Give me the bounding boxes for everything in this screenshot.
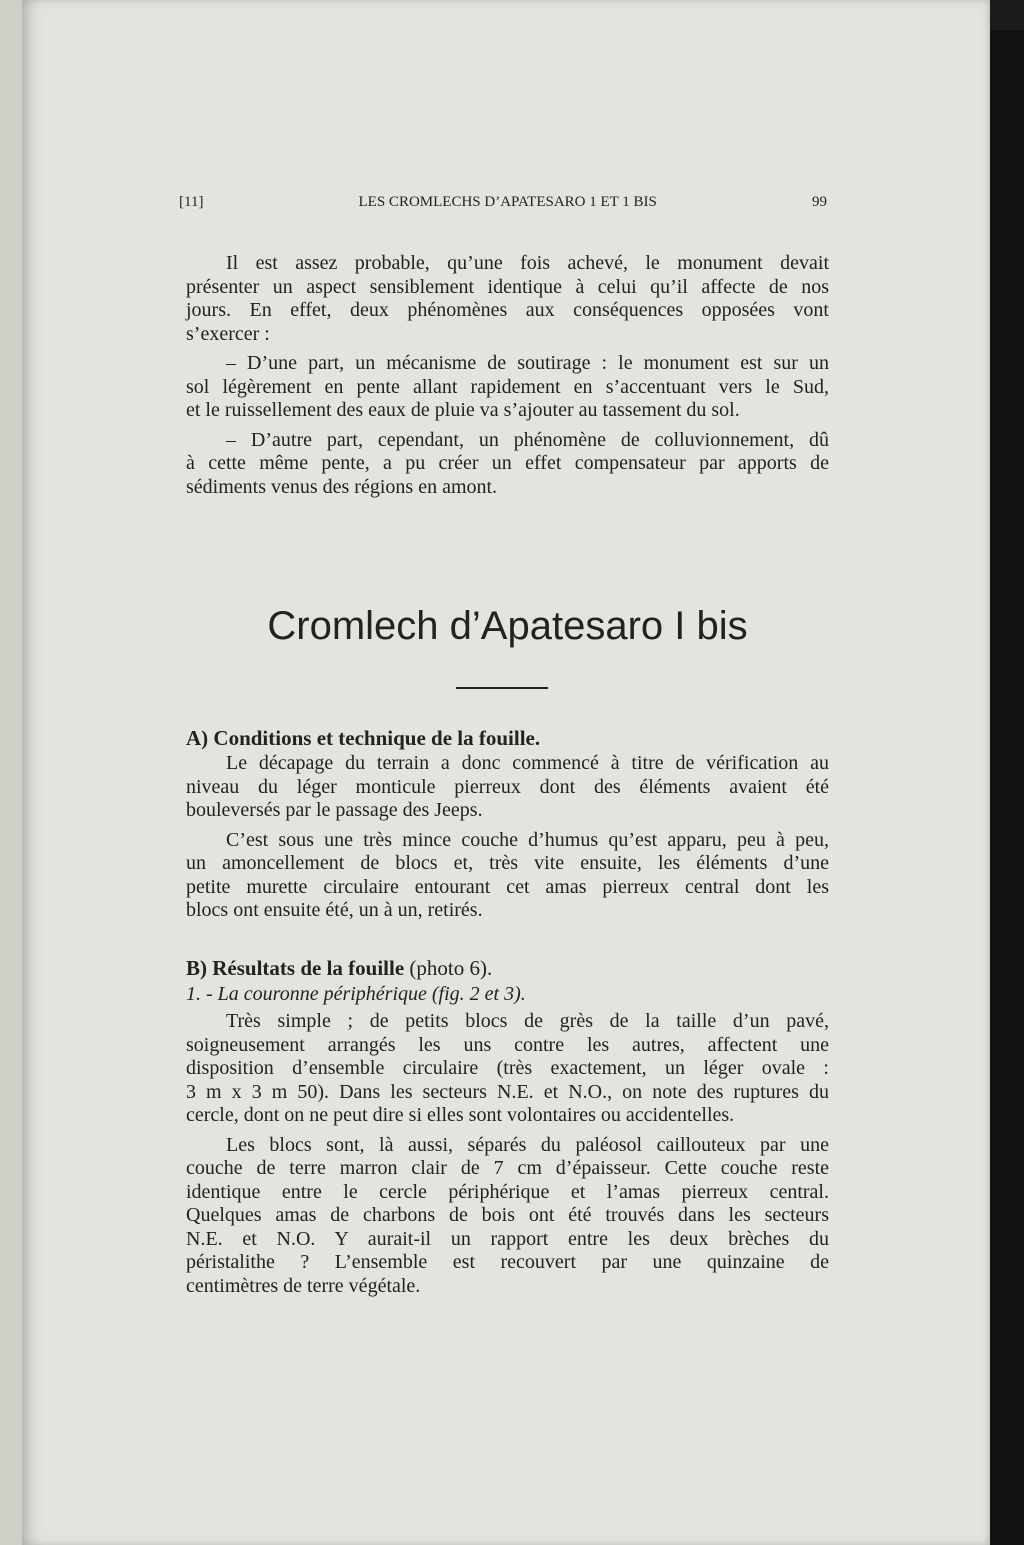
text-line: sédiments venus des régions en amont. — [186, 475, 498, 498]
text-line: Il est assez probable, qu’une fois achevé, le monument devait — [226, 252, 829, 274]
text-line: s’exercer : — [186, 322, 270, 345]
text-line: péristalithe ? L’ensemble est recouvert par une quinzaine de — [186, 1251, 829, 1273]
section-b-note: (photo 6). — [409, 956, 493, 980]
text-line: Quelques amas de charbons de bois ont été trouvés dans les secteurs — [186, 1204, 829, 1226]
text-line: – D’autre part, cependant, un phénomène de colluvionnement, dû — [226, 428, 829, 451]
text-line: niveau du léger monticule pierreux dont des éléments avaient été — [186, 775, 829, 798]
text-line: cercle, dont on ne peut dire si elles sont volontaires ou accidentelles. — [186, 1104, 735, 1126]
text-line: – D’une part, un mécanisme de soutirage : le monument est sur un — [226, 352, 829, 374]
paragraph — [186, 752, 829, 823]
text-line: 3 m x 3 m 50). Dans les secteurs N.E. et N.O., on note des ruptures du — [186, 1080, 829, 1103]
text-line: petite murette circulaire entourant cet amas pierreux central dont les — [186, 875, 829, 898]
section-a-heading: A) Conditions et technique de la fouille. — [186, 726, 541, 750]
text-line: blocs ont ensuite été, un à un, retirés. — [186, 899, 483, 921]
paragraph — [186, 252, 829, 346]
text-line: à cette même pente, a pu créer un effet compensateur par apports de — [186, 452, 829, 474]
text-line: Très simple ; de petits blocs de grès de la taille d’un pavé, — [226, 1010, 829, 1032]
title-rule — [456, 687, 548, 689]
paragraph — [186, 352, 829, 423]
page-number: 99 — [811, 194, 827, 210]
section-b-heading: B) Résultats de la fouille (photo 6). — [186, 956, 493, 980]
text-line: soigneusement arrangés les uns contre les autres, affectent une — [186, 1033, 829, 1056]
text-line: Les blocs sont, là aussi, séparés du paléosol caillouteux par une — [226, 1133, 829, 1156]
text-line: disposition d’ensemble circulaire (très exactement, un léger ovale : — [186, 1057, 829, 1079]
text-line: un amoncellement de blocs et, très vite ensuite, les éléments d’une — [186, 852, 829, 874]
text-line: et le ruissellement des eaux de pluie va s’ajouter au tassement du sol. — [186, 399, 740, 421]
text-line: Le décapage du terrain a donc commencé à titre de vérification au — [226, 752, 829, 774]
text-line: bouleversés par le passage des Jeeps. — [186, 799, 483, 821]
paragraph — [186, 829, 829, 923]
scan-background — [990, 30, 1024, 1545]
paragraph — [186, 1010, 829, 1128]
running-header — [179, 194, 827, 211]
section-a — [186, 726, 829, 929]
text-line: présenter un aspect sensiblement identique à celui qu’il affecte de nos — [186, 275, 829, 298]
text-line: sol légèrement en pente allant rapidement en s’accentuant vers le Sud, — [186, 375, 829, 398]
text-line: centimètres de terre végétale. — [186, 1274, 421, 1297]
text-line: couche de terre marron clair de 7 cm d’épaisseur. Cette couche reste — [186, 1157, 829, 1179]
text-line: jours. En effet, deux phénomènes aux conséquences opposées vont — [186, 299, 829, 321]
paragraph — [186, 429, 829, 500]
intro-text — [186, 252, 829, 505]
text-line: identique entre le cercle périphérique et l’amas pierreux central. — [186, 1180, 829, 1203]
section-number: [11] — [179, 194, 204, 210]
section-title: Cromlech d’Apatesaro I bis — [267, 604, 748, 648]
paragraph — [186, 1134, 829, 1299]
subsection-heading: 1. - La couronne périphérique (fig. 2 et 3). — [186, 983, 526, 1005]
running-title: LES CROMLECHS D’APATESARO 1 ET 1 BIS — [358, 194, 657, 210]
text-line: N.E. et N.O. Y aurait-il un rapport entre les deux brèches du — [186, 1227, 829, 1250]
facing-page-edge — [0, 0, 24, 1545]
section-b — [186, 956, 829, 1304]
text-line: C’est sous une très mince couche d’humus qu’est apparu, peu à peu, — [226, 828, 829, 851]
